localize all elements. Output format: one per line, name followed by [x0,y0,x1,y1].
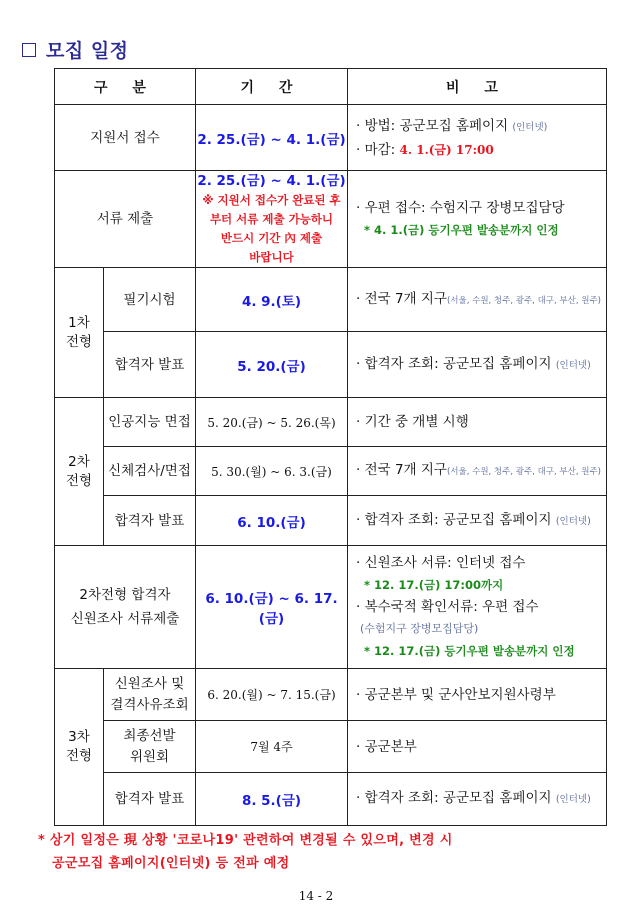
header-remarks: 비 고 [348,69,607,105]
row-period: 4. 9.(토) [196,268,348,332]
table-row-stage3-result [55,773,607,826]
row-period: 5. 20.(금) ~ 5. 26.(목) [196,398,348,447]
row-remarks [348,171,607,268]
table-row-background-docs [55,546,607,669]
note-text: · 전국 7개 지구 [356,462,447,478]
group-line: 3차 [68,729,90,745]
section-title [22,36,129,63]
label-line: 2차전형 합격자 [79,587,171,603]
row-label [55,546,196,669]
method-text: · 방법: 공군모집 홈페이지 [356,117,509,134]
note-text: · 공군본부 [356,738,417,755]
row-period: 7월 4주 [196,721,348,773]
period-text: 2. 25.(금) ~ 4. 1.(금) [197,172,346,189]
note-sub: * 12. 17.(금) 17:00까지 [364,578,504,592]
section-title-text: 모집 일정 [46,40,129,62]
row-label [104,721,196,773]
method-suffix: (인터넷) [512,121,548,133]
note-suffix: (인터넷) [555,794,591,805]
row-label: 신체검사/면접 [104,447,196,496]
page-number: 14 - 2 [298,889,334,903]
header-period: 기 간 [196,69,348,105]
row-remarks [348,496,607,546]
note-suffix: (서울, 수원, 청주, 광주, 대구, 부산, 원주) [446,467,601,477]
checkbox-square-icon [22,43,36,57]
row-label: 서류 제출 [55,171,196,268]
row-label [104,669,196,721]
row-remarks [348,398,607,447]
row-period: 8. 5.(금) [196,773,348,826]
note-text: · 합격자 조회: 공군모집 홈페이지 [356,355,552,372]
row-period: 2. 25.(금) ~ 4. 1.(금) [196,105,348,171]
mail-text: · 우편 접수: 수험지구 장병모집담당 [356,200,565,216]
row-remarks [348,447,607,496]
table-row-stage2-physical [55,447,607,496]
row-period: 6. 10.(금) ~ 6. 17.(금) [196,546,348,669]
period-note: 부터 서류 제출 가능하니 [209,211,334,226]
label-line: 위원회 [129,748,170,765]
row-label: 지원서 접수 [55,105,196,171]
note-sub: * 12. 17.(금) 등기우편 발송분까지 인정 [364,644,575,658]
table-row-stage2-result [55,496,607,546]
footnote [38,829,618,875]
group-line: 전형 [65,472,93,489]
footnote-line: * 상기 일정은 現 상황 '코로나19' 관련하여 변경될 수 있으며, 변경 시 [38,833,453,848]
group-line: 전형 [65,748,93,764]
row-label: 합격자 발표 [104,496,196,546]
note-suffix: (서울, 수원, 청주, 광주, 대구, 부산, 원주) [446,295,601,306]
row-period: 6. 10.(금) [196,496,348,546]
table-row-stage1-written [55,268,607,332]
table-row-application [55,105,607,171]
note-suffix: (인터넷) [555,515,591,527]
period-note: ※ 지원서 접수가 완료된 후 [202,192,341,207]
row-label: 합격자 발표 [104,773,196,826]
footnote-line: 공군모집 홈페이지(인터넷) 등 전파 예정 [52,856,290,871]
stage2-group-label [55,398,104,546]
mail-sub-note: * 4. 1.(금) 등기우편 발송분까지 인정 [364,223,559,237]
deadline-label: · 마감: [356,141,396,158]
table-header-row [55,69,607,105]
row-period: 5. 20.(금) [196,332,348,398]
note-text: · 합격자 조회: 공군모집 홈페이지 [356,790,552,806]
table-row-documents [55,171,607,268]
row-remarks [348,773,607,826]
row-remarks [348,105,607,171]
header-category: 구 분 [55,69,196,105]
period-note: 반드시 기간 內 제출 [220,230,323,245]
table-row-stage3-committee [55,721,607,773]
row-remarks [348,546,607,669]
group-line: 2차 [68,453,90,470]
row-remarks [348,669,607,721]
table-row-stage2-ai [55,398,607,447]
row-label: 인공지능 면접 [104,398,196,447]
note-text: · 합격자 조회: 공군모집 홈페이지 [356,511,552,528]
label-line: 신원조사 및 [114,675,185,692]
label-line: 결격사유조회 [110,696,189,713]
row-period [196,171,348,268]
note-line: · 신원조사 서류: 인터넷 접수 [356,555,526,571]
table-row-stage1-result [55,332,607,398]
group-line: 전형 [65,333,93,350]
note-line: · 복수국적 확인서류: 우편 접수 [356,599,539,615]
row-label: 필기시험 [104,268,196,332]
row-period: 6. 20.(월) ~ 7. 15.(금) [196,669,348,721]
row-remarks [348,268,607,332]
row-remarks [348,721,607,773]
label-line: 최종선발 [123,727,176,744]
note-text: · 공군본부 및 군사안보지원사령부 [356,686,556,703]
note-suffix: (인터넷) [555,359,591,371]
note-text: · 기간 중 개별 시행 [356,414,469,430]
group-line: 1차 [68,314,90,331]
table-row-stage3-check [55,669,607,721]
note-paren: (수험지구 장병모집담당) [360,622,479,635]
deadline-value: 4. 1.(금) 17:00 [399,142,494,157]
note-text: · 전국 7개 지구 [356,290,447,307]
stage1-group-label [55,268,104,398]
label-line: 신원조사 서류제출 [70,611,180,627]
row-remarks [348,332,607,398]
stage3-group-label [55,669,104,826]
row-label: 합격자 발표 [104,332,196,398]
row-period: 5. 30.(월) ~ 6. 3.(금) [196,447,348,496]
period-note: 바랍니다 [249,249,294,264]
recruitment-schedule-table [54,68,607,826]
